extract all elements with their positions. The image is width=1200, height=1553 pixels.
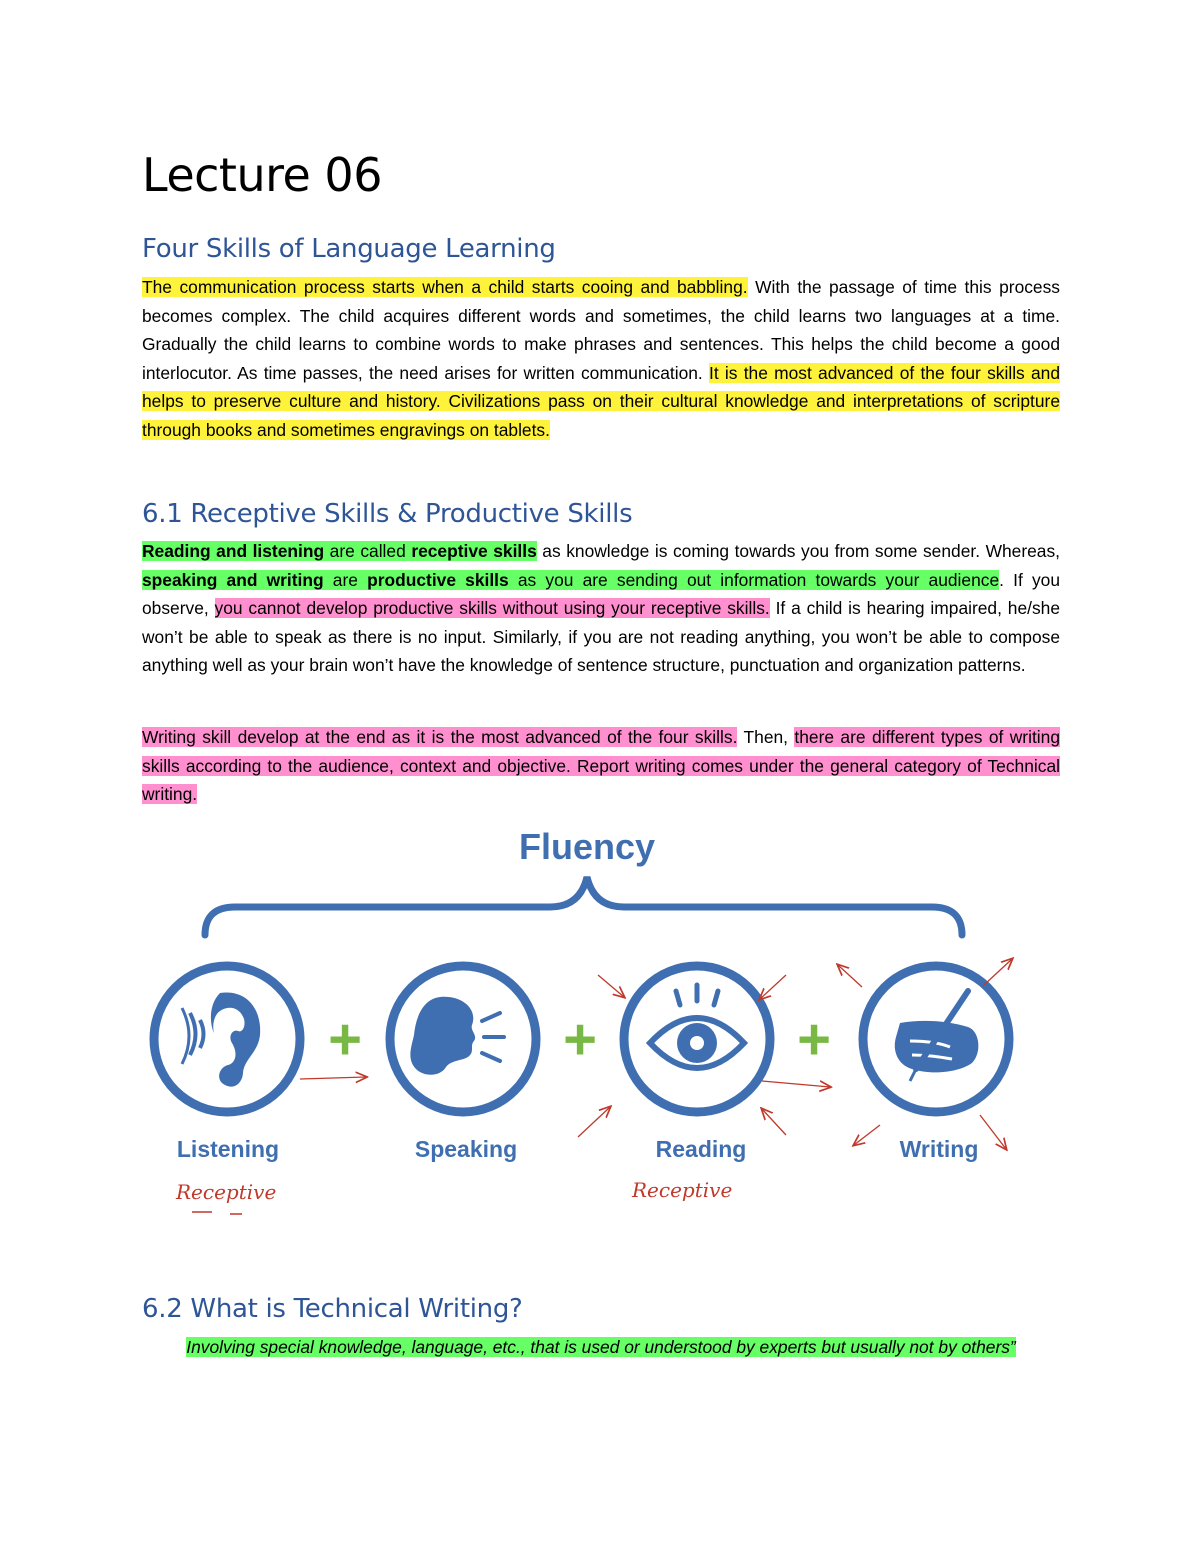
highlight-cannot-develop: you cannot develop productive skills without using your receptive skills. [214,598,770,618]
section-heading-four-skills: Four Skills of Language Learning [142,234,556,264]
label-listening: Listening [176,1136,280,1162]
receptive-paragraph: Reading and listening are called receptive skills as knowledge is coming towards you from some sender. Whereas, speaking and writing are productive skills as you are sending out information towards your audience. If you observe, you cannot develop productive skills without using your receptive skills. If a child is hearing impaired, he/she won’t be able to speak as there is no input. Similarly, if you are not reading anything, you won’t be able to compose anything well as your brain won’t have the knowledge of sentence structure, punctuation and organization patterns. [142,541,1061,675]
plus-sign: + [563,1007,597,1072]
intro-text: With the passage of time this process becomes complex. The child acquires different words and sometimes, the child learns two languages at a time. Gradually the child learns to combine words to make phrases and sentences. This helps the child become a good interlocutor. As time passes, the need arises for written communication. [142,277,1060,383]
highlight-definition: Involving special knowledge, language, etc., that is used or understood by experts but usually not by others” [186,1337,1016,1357]
plus-sign: + [328,1007,362,1072]
highlight-advanced: It is the most advanced of the four skills and helps to preserve culture and history. Civilizations pass on their cultural knowledge and interpretations of scripture through books and sometimes engravings on tablets. [142,362,1061,440]
listening-circle [154,966,300,1112]
label-writing: Writing [899,1136,979,1162]
highlight-writing-skill: Writing skill develop at the end as it is the most advanced of the four skills. [142,727,738,747]
page-title: Lecture 06 [142,148,382,202]
writing-paragraph: Writing skill develop at the end as it is the most advanced of the four skills. Then, there are different types of writing skills according to the audience, context and objective. Report writing comes under the general category of Technical writing. [142,727,1061,804]
annotation-receptive: Receptive [176,1180,277,1204]
section-heading-receptive-productive: 6.1 Receptive Skills & Productive Skills [142,499,633,529]
fluency-brace [205,877,962,935]
highlight-productive-skills: productive skills [367,569,509,590]
highlight-receptive-skills: receptive skills [411,541,537,561]
label-speaking: Speaking [414,1136,518,1162]
annotation-underline [192,1212,242,1214]
intro-paragraph [142,273,1060,444]
section-heading-technical-writing: 6.2 What is Technical Writing? [142,1294,523,1324]
fluency-diagram [140,815,1060,1225]
highlight-cooing: The communication process starts when a child starts cooing and babbling. [142,277,748,297]
label-reading: Reading [655,1136,747,1162]
highlight-reading-listening: Reading and listening [142,541,325,561]
highlight-types-writing: there are different types of writing skills according to the audience, context and objective. Report writing comes under the general category of Technical writing. [142,727,1061,804]
annotation-receptive: Receptive [632,1178,733,1202]
highlight-speaking-writing: speaking and writing [142,569,324,590]
definition-quote [142,1333,1060,1362]
fluency-title: Fluency [518,826,656,867]
plus-sign: + [797,1007,831,1072]
